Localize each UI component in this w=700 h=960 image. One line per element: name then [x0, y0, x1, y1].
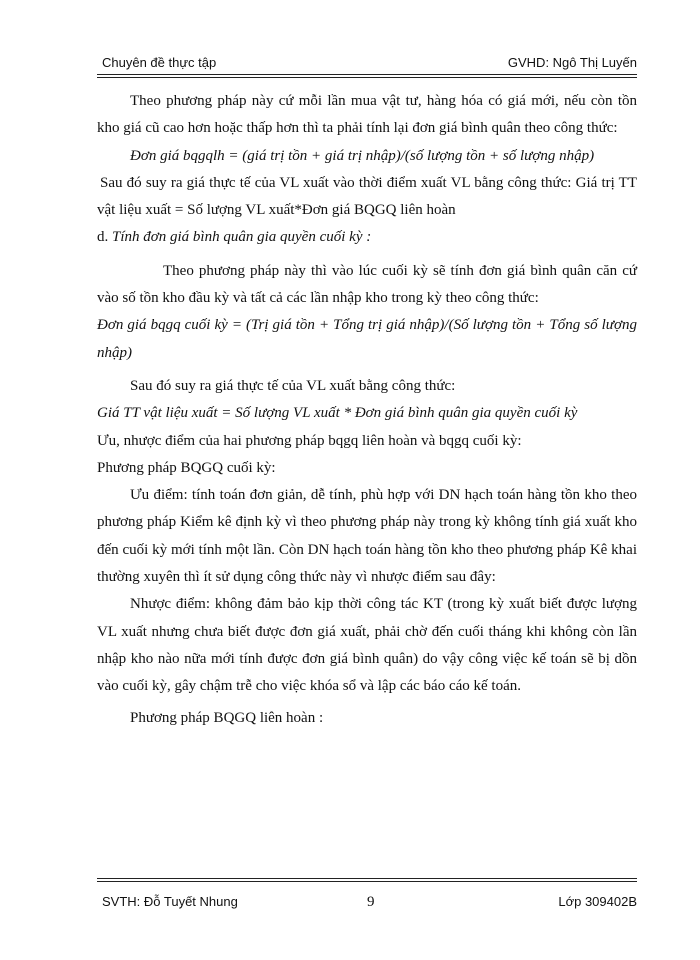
header-rule-2: [97, 77, 637, 78]
section-d-label: d.: [97, 229, 112, 246]
paragraph-intro: Theo phương pháp này cứ mỗi lần mua vật tư, hàng hóa có giá mới, nếu còn tồn kho giá cũ cao hơn hoặc thấp hơn thì ta phải tính lại đơn giá bình quân theo công thức:: [97, 93, 637, 137]
section-d-title: Tính đơn giá bình quân gia quyền cuối kỳ :: [112, 229, 372, 246]
paragraph-advantages: Ưu điểm: tính toán đơn giản, dễ tính, phù hợp với DN hạch toán hàng tồn kho theo phương pháp Kiểm kê định kỳ vì theo phương pháp này trong kỳ không tính giá xuất kho đến cuối kỳ mới tính một lần. Còn DN hạch toán hàng tồn kho theo phương pháp Kê khai thường xuyên thì ít sử dụng công thức này vì nhược điểm sau đây:: [97, 487, 637, 586]
paragraph-actual-price-continuous: Sau đó suy ra giá thực tế của VL xuất vào thời điểm xuất VL bằng công thức: Giá trị TT vật liệu xuất = Số lượng VL xuất*Đơn giá BQGQ liên hoàn: [97, 174, 637, 219]
section-d-heading: [97, 224, 637, 251]
footer-right: Lớp 309402B: [558, 894, 637, 909]
header-right: GVHD: Ngô Thị Luyến: [507, 55, 637, 70]
paragraph-actual-price-period-end: Sau đó suy ra giá thực tế của VL xuất bằng công thức:: [130, 377, 456, 394]
document-body: [97, 88, 637, 732]
formula-unit-price-period-end: Đơn giá bqgq cuối kỳ = (Trị giá tồn + Tổng trị giá nhập)/(Số lượng tồn + Tổng số lượng nhập): [97, 317, 637, 361]
header-left: Chuyên đề thực tập: [102, 55, 217, 70]
paragraph-pros-cons-heading: Ưu, nhược điểm của hai phương pháp bqgq liên hoàn và bqgq cuối kỳ:: [97, 432, 522, 449]
paragraph-disadvantages: Nhược điểm: không đảm bảo kịp thời công tác KT (trong kỳ xuất biết được lượng VL xuất nhưng chưa biết được đơn giá xuất, phải chờ đến cuối tháng khi không còn lần nhập kho nào nữa mới tính được đơn giá bình quân) do vậy công việc kế toán sẽ bị dồn vào cuối kỳ, gây chậm trễ cho việc khóa sổ và lập các báo cáo kế toán.: [97, 596, 637, 695]
header-rule: [97, 74, 637, 75]
page-number: 9: [367, 894, 375, 910]
paragraph-method-period-end: Phương pháp BQGQ cuối kỳ:: [97, 459, 276, 476]
footer-left: SVTH: Đỗ Tuyết Nhung: [102, 894, 238, 909]
paragraph-period-end: Theo phương pháp này thì vào lúc cuối kỳ sẽ tính đơn giá bình quân căn cứ vào số tồn kho đầu kỳ và tất cả các lần nhập kho trong kỳ theo công thức:: [97, 262, 637, 307]
footer-rule-2: [97, 881, 637, 882]
paragraph-method-continuous: Phương pháp BQGQ liên hoàn :: [130, 709, 324, 726]
footer-rule: [97, 878, 637, 879]
formula-actual-value: Giá TT vật liệu xuất = Số lượng VL xuất * Đơn giá bình quân gia quyền cuối kỳ: [97, 405, 578, 422]
formula-unit-price-continuous: Đơn giá bqgqlh = (giá trị tồn + giá trị nhập)/(số lượng tồn + số lượng nhập): [130, 147, 595, 164]
